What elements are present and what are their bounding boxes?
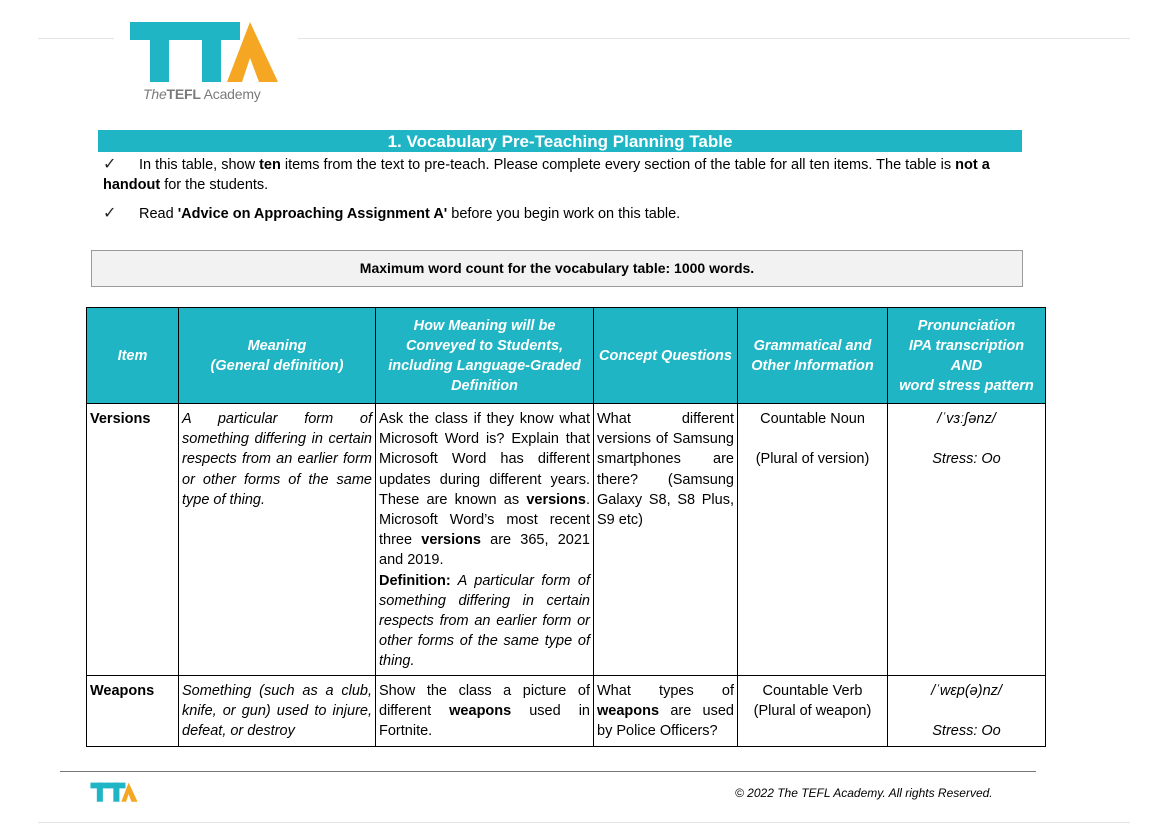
section-title-banner: 1. Vocabulary Pre-Teaching Planning Table — [98, 130, 1022, 152]
footer-rule — [60, 771, 1036, 772]
cell-meaning: A particular form of something differing in certain respects from an earlier form or other forms of the same type of thing. — [179, 404, 376, 676]
check-icon: ✓ — [103, 156, 117, 173]
header-grammatical: Grammatical and Other Information — [738, 308, 888, 404]
bottom-rule — [38, 822, 1130, 823]
header-item: Item — [87, 308, 179, 404]
check-icon: ✓ — [103, 205, 117, 222]
instruction-1: ✓ In this table, show ten items from the text to pre-teach. Please complete every section of the table for all ten items. The table is not a handout for the students. — [103, 156, 990, 193]
table-row — [87, 404, 1046, 676]
top-rule-left — [38, 38, 114, 39]
cell-pronunciation: /ˈvɜːʃənz/ Stress: Oo — [888, 404, 1046, 676]
footer-copyright: © 2022 The TEFL Academy. All rights Reserved. — [735, 786, 993, 800]
cell-grammatical: Countable Noun (Plural of version) — [738, 404, 888, 676]
cell-pronunciation: /ˈwɛp(ə)nz/ Stress: Oo — [888, 675, 1046, 746]
cell-grammatical: Countable Verb (Plural of weapon) — [738, 675, 888, 746]
word-count-box: Maximum word count for the vocabulary table: 1000 words. — [91, 250, 1023, 287]
footer-tta-logo — [88, 782, 140, 810]
header-conveyed: How Meaning will be Conveyed to Students, including Language-Graded Definition — [376, 308, 594, 404]
instruction-2: ✓ Read 'Advice on Approaching Assignment A' before you begin work on this table. — [103, 205, 681, 222]
header-concept-questions: Concept Questions — [594, 308, 738, 404]
header-pronunciation: Pronunciation IPA transcription AND word stress pattern — [888, 308, 1046, 404]
table-header-row — [87, 308, 1046, 404]
cell-conveyed: Show the class a picture of different weapons used in Fortnite. — [376, 675, 594, 746]
cell-item: Versions — [87, 404, 179, 676]
header-meaning: Meaning (General definition) — [179, 308, 376, 404]
top-rule-right — [298, 38, 1130, 39]
table-row — [87, 675, 1046, 746]
logo-wordmark: TheTEFL Academy — [143, 86, 261, 102]
cell-concept-questions: What types of weapons are used by Police Officers? — [594, 675, 738, 746]
cell-item: Weapons — [87, 675, 179, 746]
cell-concept-questions: What different versions of Samsung smartphones are there? (Samsung Galaxy S8, S8 Plus, S9 etc) — [594, 404, 738, 676]
vocabulary-table — [86, 307, 1046, 747]
cell-meaning: Something (such as a club, knife, or gun) used to injure, defeat, or destroy — [179, 675, 376, 746]
cell-conveyed: Ask the class if they know what Microsoft Word is? Explain that Microsoft Word has different updates during different years. These are known as versions. Microsoft Word’s most recent three versions are 365, 2021 and 2019. Definition: A particular form of something differing in certain respects from an earlier form or other forms of the same type of thing. — [376, 404, 594, 676]
